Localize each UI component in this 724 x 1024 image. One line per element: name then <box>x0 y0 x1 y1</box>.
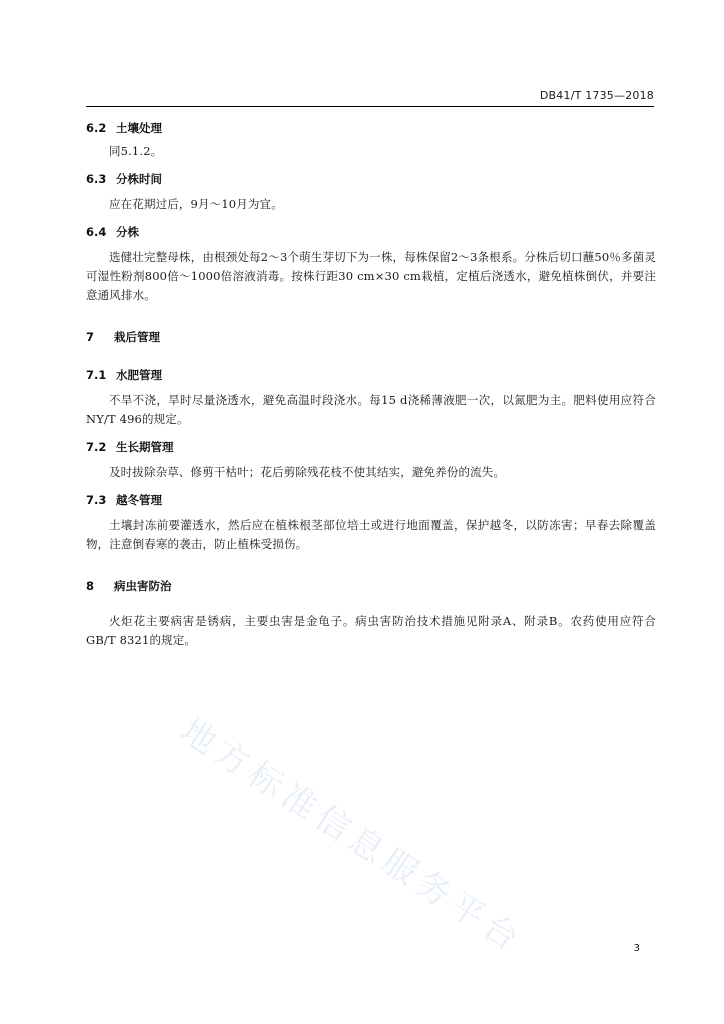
chapter-number: 8 <box>86 579 95 593</box>
document-body <box>86 120 656 650</box>
section-6-3 <box>86 171 656 214</box>
section-title: 分株 <box>116 225 139 239</box>
section-number: 6.3 <box>86 172 107 186</box>
chapter-title: 病虫害防治 <box>114 579 172 593</box>
section-title: 土壤处理 <box>116 121 162 135</box>
section-title: 生长期管理 <box>116 440 174 454</box>
document-code: DB41/T 1735—2018 <box>539 89 654 102</box>
header-rule <box>86 106 654 107</box>
section-heading <box>86 439 656 455</box>
section-title: 越冬管理 <box>116 493 162 507</box>
section-7-3 <box>86 492 656 554</box>
section-paragraph: 火炬花主要病害是锈病，主要虫害是金龟子。病虫害防治技术措施见附录A、附录B。农药使用应符合GB/T 8321的规定。 <box>86 614 656 647</box>
chapter-title: 栽后管理 <box>114 330 160 344</box>
section-7-2 <box>86 439 656 482</box>
section-heading <box>86 120 656 136</box>
section-number: 6.2 <box>86 121 107 135</box>
section-paragraph: 同5.1.2。 <box>109 144 163 158</box>
section-number: 7.3 <box>86 493 107 507</box>
section-paragraph: 不旱不浇，旱时尽量浇透水，避免高温时段浇水。每15 d浇稀薄液肥一次，以氮肥为主。肥料使用应符合NY/T 496的规定。 <box>86 393 656 426</box>
section-paragraph: 及时拔除杂草、修剪干枯叶；花后剪除残花枝不使其结实，避免养份的流失。 <box>109 465 506 479</box>
section-heading <box>86 367 656 383</box>
section-number: 7.1 <box>86 368 107 382</box>
chapter-heading <box>86 329 656 345</box>
chapter-8 <box>86 578 656 650</box>
chapter-heading <box>86 578 656 594</box>
watermark: 地方标准信息服务平台 <box>173 710 531 963</box>
section-6-4 <box>86 224 656 305</box>
section-title: 分株时间 <box>116 172 162 186</box>
chapter-7 <box>86 329 656 345</box>
section-6-2 <box>86 120 656 161</box>
section-paragraph: 应在花期过后，9月～10月为宜。 <box>109 197 283 211</box>
page-number: 3 <box>633 943 640 954</box>
section-heading <box>86 224 656 240</box>
section-paragraph: 选健壮完整母株，由根颈处每2～3个萌生芽切下为一株，每株保留2～3条根系。分株后切口蘸50％多菌灵可湿性粉剂800倍～1000倍溶液消毒。按株行距30 cm×30 cm栽植，定植后浇透水，避免植株倒伏，并要注意通风排水。 <box>86 250 656 302</box>
section-title: 水肥管理 <box>116 368 162 382</box>
section-7-1 <box>86 367 656 429</box>
section-heading <box>86 171 656 187</box>
section-number: 6.4 <box>86 225 107 239</box>
section-number: 7.2 <box>86 440 107 454</box>
section-heading <box>86 492 656 508</box>
chapter-number: 7 <box>86 330 95 344</box>
section-paragraph: 土壤封冻前要灌透水，然后应在植株根茎部位培土或进行地面覆盖，保护越冬，以防冻害；早春去除覆盖物，注意倒春寒的袭击，防止植株受损伤。 <box>86 518 656 551</box>
